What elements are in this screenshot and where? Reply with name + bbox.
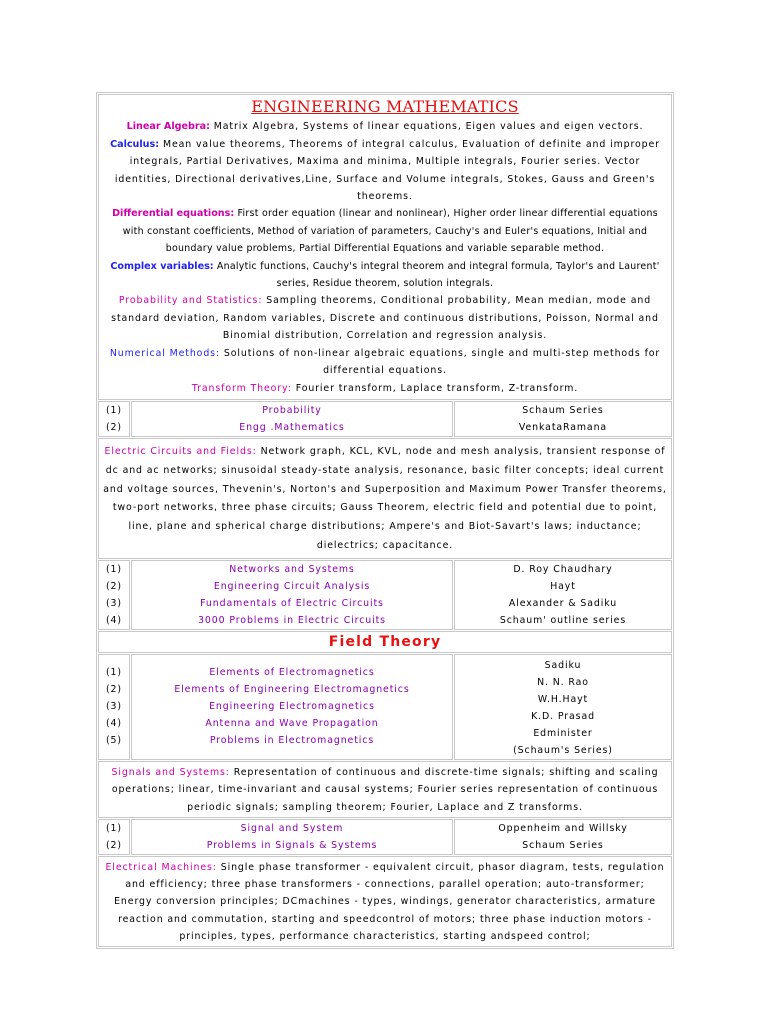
book-titles: [131, 819, 453, 855]
book-numbers: [98, 819, 130, 855]
book-number: (2): [106, 580, 122, 592]
book-title: Networks and Systems: [229, 563, 355, 575]
book-title: Problems in Signals & Systems: [206, 839, 378, 851]
math-section: [98, 94, 672, 400]
book-author: Hayt: [550, 580, 576, 592]
section-title: ENGINEERING MATHEMATICS: [251, 97, 519, 116]
topic-text: Single phase transformer - equivalent circuit, phasor diagram, tests, regulation and efficiency; three phase transformers - connections, parallel operation; auto-transformer;: [125, 861, 665, 891]
book-number: (4): [106, 717, 122, 729]
topic-head: Complex variables:: [110, 260, 214, 272]
book-table-circuits: [98, 560, 672, 630]
book-number: (1): [106, 563, 122, 575]
section-title: Field Theory: [328, 633, 442, 650]
book-author: Edminister: [533, 727, 593, 739]
book-numbers: [98, 560, 130, 630]
book-author: Schaum Series: [522, 839, 604, 851]
topic-text: Matrix Algebra, Systems of linear equations, Eigen values and eigen vectors.: [213, 121, 644, 133]
book-author: N. N. Rao: [537, 676, 589, 688]
topic-head: Calculus:: [110, 138, 160, 150]
book-number: (4): [106, 614, 122, 626]
book-author: K.D. Prasad: [531, 710, 595, 722]
book-number: (2): [106, 421, 122, 433]
field-theory-heading: [98, 631, 672, 653]
book-number: (2): [106, 839, 122, 851]
signals-section: [98, 761, 672, 818]
book-number: (1): [106, 666, 122, 678]
book-number: (1): [106, 404, 122, 416]
topic-text: Network graph, KCL, KVL, node and mesh analysis, transient response of dc and ac networks; sinusoidal steady-state analysis, resonance, basic filter concepts; ideal current and voltage sources, Thevenin's, Norton's and Superposition and Maximum Power Transfer theorems, two-port networks, three phase circuits; Gauss Theorem, electric field and potential due to point, line, plane and spherical charge distributions; Ampere's and Biot-Savart's laws; inductance; dielectrics; capacitance.: [103, 445, 667, 551]
book-titles: [131, 654, 453, 760]
book-titles: [131, 560, 453, 630]
topic-text: Fourier transform, Laplace transform, Z-transform.: [295, 382, 579, 394]
book-title: Antenna and Wave Propagation: [205, 717, 379, 729]
book-numbers: [98, 401, 130, 437]
book-titles: [131, 401, 453, 437]
book-author: Sadiku: [544, 659, 582, 671]
book-author: Schaum Series: [522, 404, 604, 416]
book-number: (2): [106, 683, 122, 695]
book-table-math: [98, 401, 672, 437]
book-title: 3000 Problems in Electric Circuits: [198, 614, 386, 626]
book-author: VenkataRamana: [518, 421, 608, 433]
topic-text: Energy conversion principles; DCmachines - types, windings, generator characteristics, armature reaction and commutation, starting and speedcontrol of motors; three phase induction motors - principles, types, performance characteristics, starting andspeed control;: [114, 896, 656, 942]
topic-text: Solutions of non-linear algebraic equations, single and multi-step methods for differential equations.: [223, 347, 661, 377]
book-author: Alexander & Sadiku: [508, 597, 618, 609]
book-author: (Schaum's Series): [513, 744, 613, 756]
topic-text: Sampling theorems, Conditional probability, Mean median, mode and standard deviation, Random variables, Discrete and continuous distributions, Poisson, Normal and Binomial distribution, Correlation and regression analysis.: [111, 295, 659, 342]
syllabus-document: [96, 92, 674, 949]
book-title: Signal and System: [240, 822, 344, 834]
book-title: Elements of Electromagnetics: [209, 666, 375, 678]
topic-head: Electrical Machines:: [105, 861, 217, 873]
book-author: Schaum' outline series: [499, 614, 627, 626]
book-title: Probability: [262, 404, 322, 416]
book-title: Engg .Mathematics: [239, 421, 345, 433]
book-number: (5): [106, 734, 122, 746]
book-author: D. Roy Chaudhary: [513, 563, 613, 575]
book-title: Engineering Circuit Analysis: [213, 580, 371, 592]
topic-text: First order equation (linear and nonlinear), Higher order linear differential equations with constant coefficients, Method of variation of parameters, Cauchy's and Euler's equations, Initial and boundary value problems, Partial Differential Equations and variable separable method.: [122, 208, 658, 255]
book-title: Problems in Electromagnetics: [209, 734, 375, 746]
topic-text: Mean value theorems, Theorems of integral calculus, Evaluation of definite and improper integrals, Partial Derivatives, Maxima and minima, Multiple integrals, Fourier series. Vector identities, Directional derivatives,Line, Surface and Volume integrals, Stokes, Gauss and Green's theorems.: [114, 138, 660, 203]
book-numbers: [98, 654, 130, 760]
book-title: Fundamentals of Electric Circuits: [200, 597, 384, 609]
book-author: W.H.Hayt: [537, 693, 589, 705]
topic-head: Electric Circuits and Fields:: [104, 445, 257, 457]
machines-section: [98, 856, 672, 947]
book-authors: [454, 654, 672, 760]
book-table-field: [98, 654, 672, 760]
topic-text: Analytic functions, Cauchy's integral theorem and integral formula, Taylor's and Laurent' series, Residue theorem, solution integrals.: [216, 260, 660, 290]
book-number: (1): [106, 822, 122, 834]
book-number: (3): [106, 597, 122, 609]
book-title: Elements of Engineering Electromagnetics: [174, 683, 410, 695]
book-table-signals: [98, 819, 672, 855]
topic-head: Differential equations:: [112, 208, 235, 220]
topic-head: Linear Algebra:: [126, 121, 210, 133]
topic-text: Representation of continuous and discrete-time signals; shifting and scaling operations; linear, time-invariant and causal systems; Fourier series representation of continuous periodic signals; sampling theorem; Fourier, Laplace and Z transforms.: [111, 766, 659, 813]
circuits-section: [98, 438, 672, 559]
topic-head: Probability and Statistics:: [118, 295, 263, 307]
book-title: Engineering Electromagnetics: [209, 700, 375, 712]
book-author: Oppenheim and Willsky: [498, 822, 628, 834]
topic-head: Signals and Systems:: [111, 766, 230, 778]
book-authors: [454, 401, 672, 437]
book-authors: [454, 560, 672, 630]
topic-head: Transform Theory:: [191, 382, 292, 394]
book-authors: [454, 819, 672, 855]
topic-head: Numerical Methods:: [109, 347, 221, 359]
book-number: (3): [106, 700, 122, 712]
